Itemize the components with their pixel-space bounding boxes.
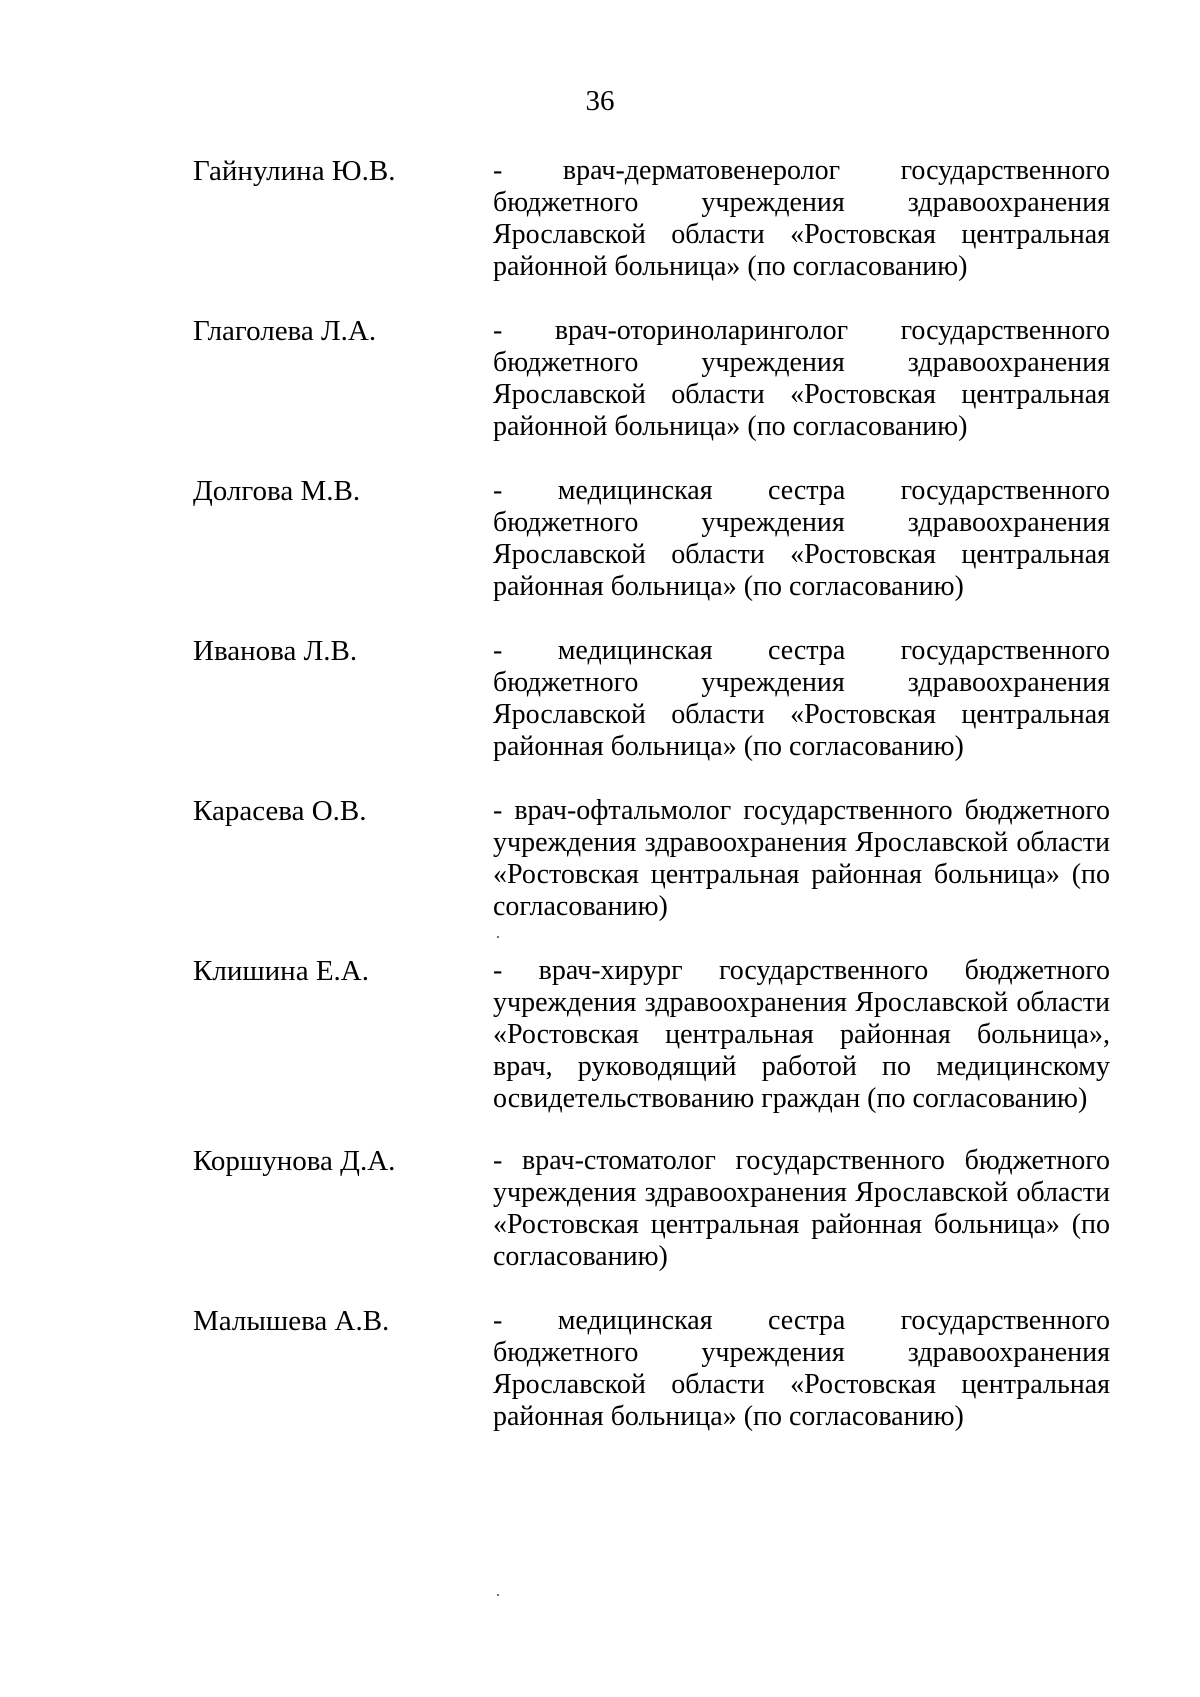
member-name: Коршунова Д.А. <box>193 1145 396 1177</box>
member-position: - врач-дерматовенеролог государственного бюджетного учреждения здравоохранения Ярославской области «Ростовская центральная районной больница» (по согласованию) <box>493 155 1110 282</box>
member-position: - врач-хирург государственного бюджетного учреждения здравоохранения Ярославской области «Ростовская центральная районная больница», врач, руководящий работой по медицинскому освидетельствованию граждан (по согласованию) <box>493 955 1110 1114</box>
member-name: Гайнулина Ю.В. <box>193 155 396 187</box>
member-name: Карасева О.В. <box>193 795 367 827</box>
scan-speck <box>497 1594 499 1596</box>
member-name: Малышева А.В. <box>193 1305 390 1337</box>
member-name: Клишина Е.А. <box>193 955 369 987</box>
member-position: - медицинская сестра государственного бюджетного учреждения здравоохранения Ярославской области «Ростовская центральная районная больница» (по согласованию) <box>493 1305 1110 1432</box>
scan-speck <box>497 936 499 938</box>
member-position: - медицинская сестра государственного бюджетного учреждения здравоохранения Ярославской области «Ростовская центральная районная больница» (по согласованию) <box>493 475 1110 602</box>
member-position: - медицинская сестра государственного бюджетного учреждения здравоохранения Ярославской области «Ростовская центральная районная больница» (по согласованию) <box>493 635 1110 762</box>
member-position: - врач-оториноларинголог государственного бюджетного учреждения здравоохранения Ярославской области «Ростовская центральная районной больница» (по согласованию) <box>493 315 1110 442</box>
member-name: Глаголева Л.А. <box>193 315 377 347</box>
member-position: - врач-офтальмолог государственного бюджетного учреждения здравоохранения Ярославской области «Ростовская центральная районная больница» (по согласованию) <box>493 795 1110 922</box>
member-position: - врач-стоматолог государственного бюджетного учреждения здравоохранения Ярославской области «Ростовская центральная районная больница» (по согласованию) <box>493 1145 1110 1272</box>
member-name: Долгова М.В. <box>193 475 361 507</box>
member-name: Иванова Л.В. <box>193 635 358 667</box>
page-number: 36 <box>585 85 615 117</box>
